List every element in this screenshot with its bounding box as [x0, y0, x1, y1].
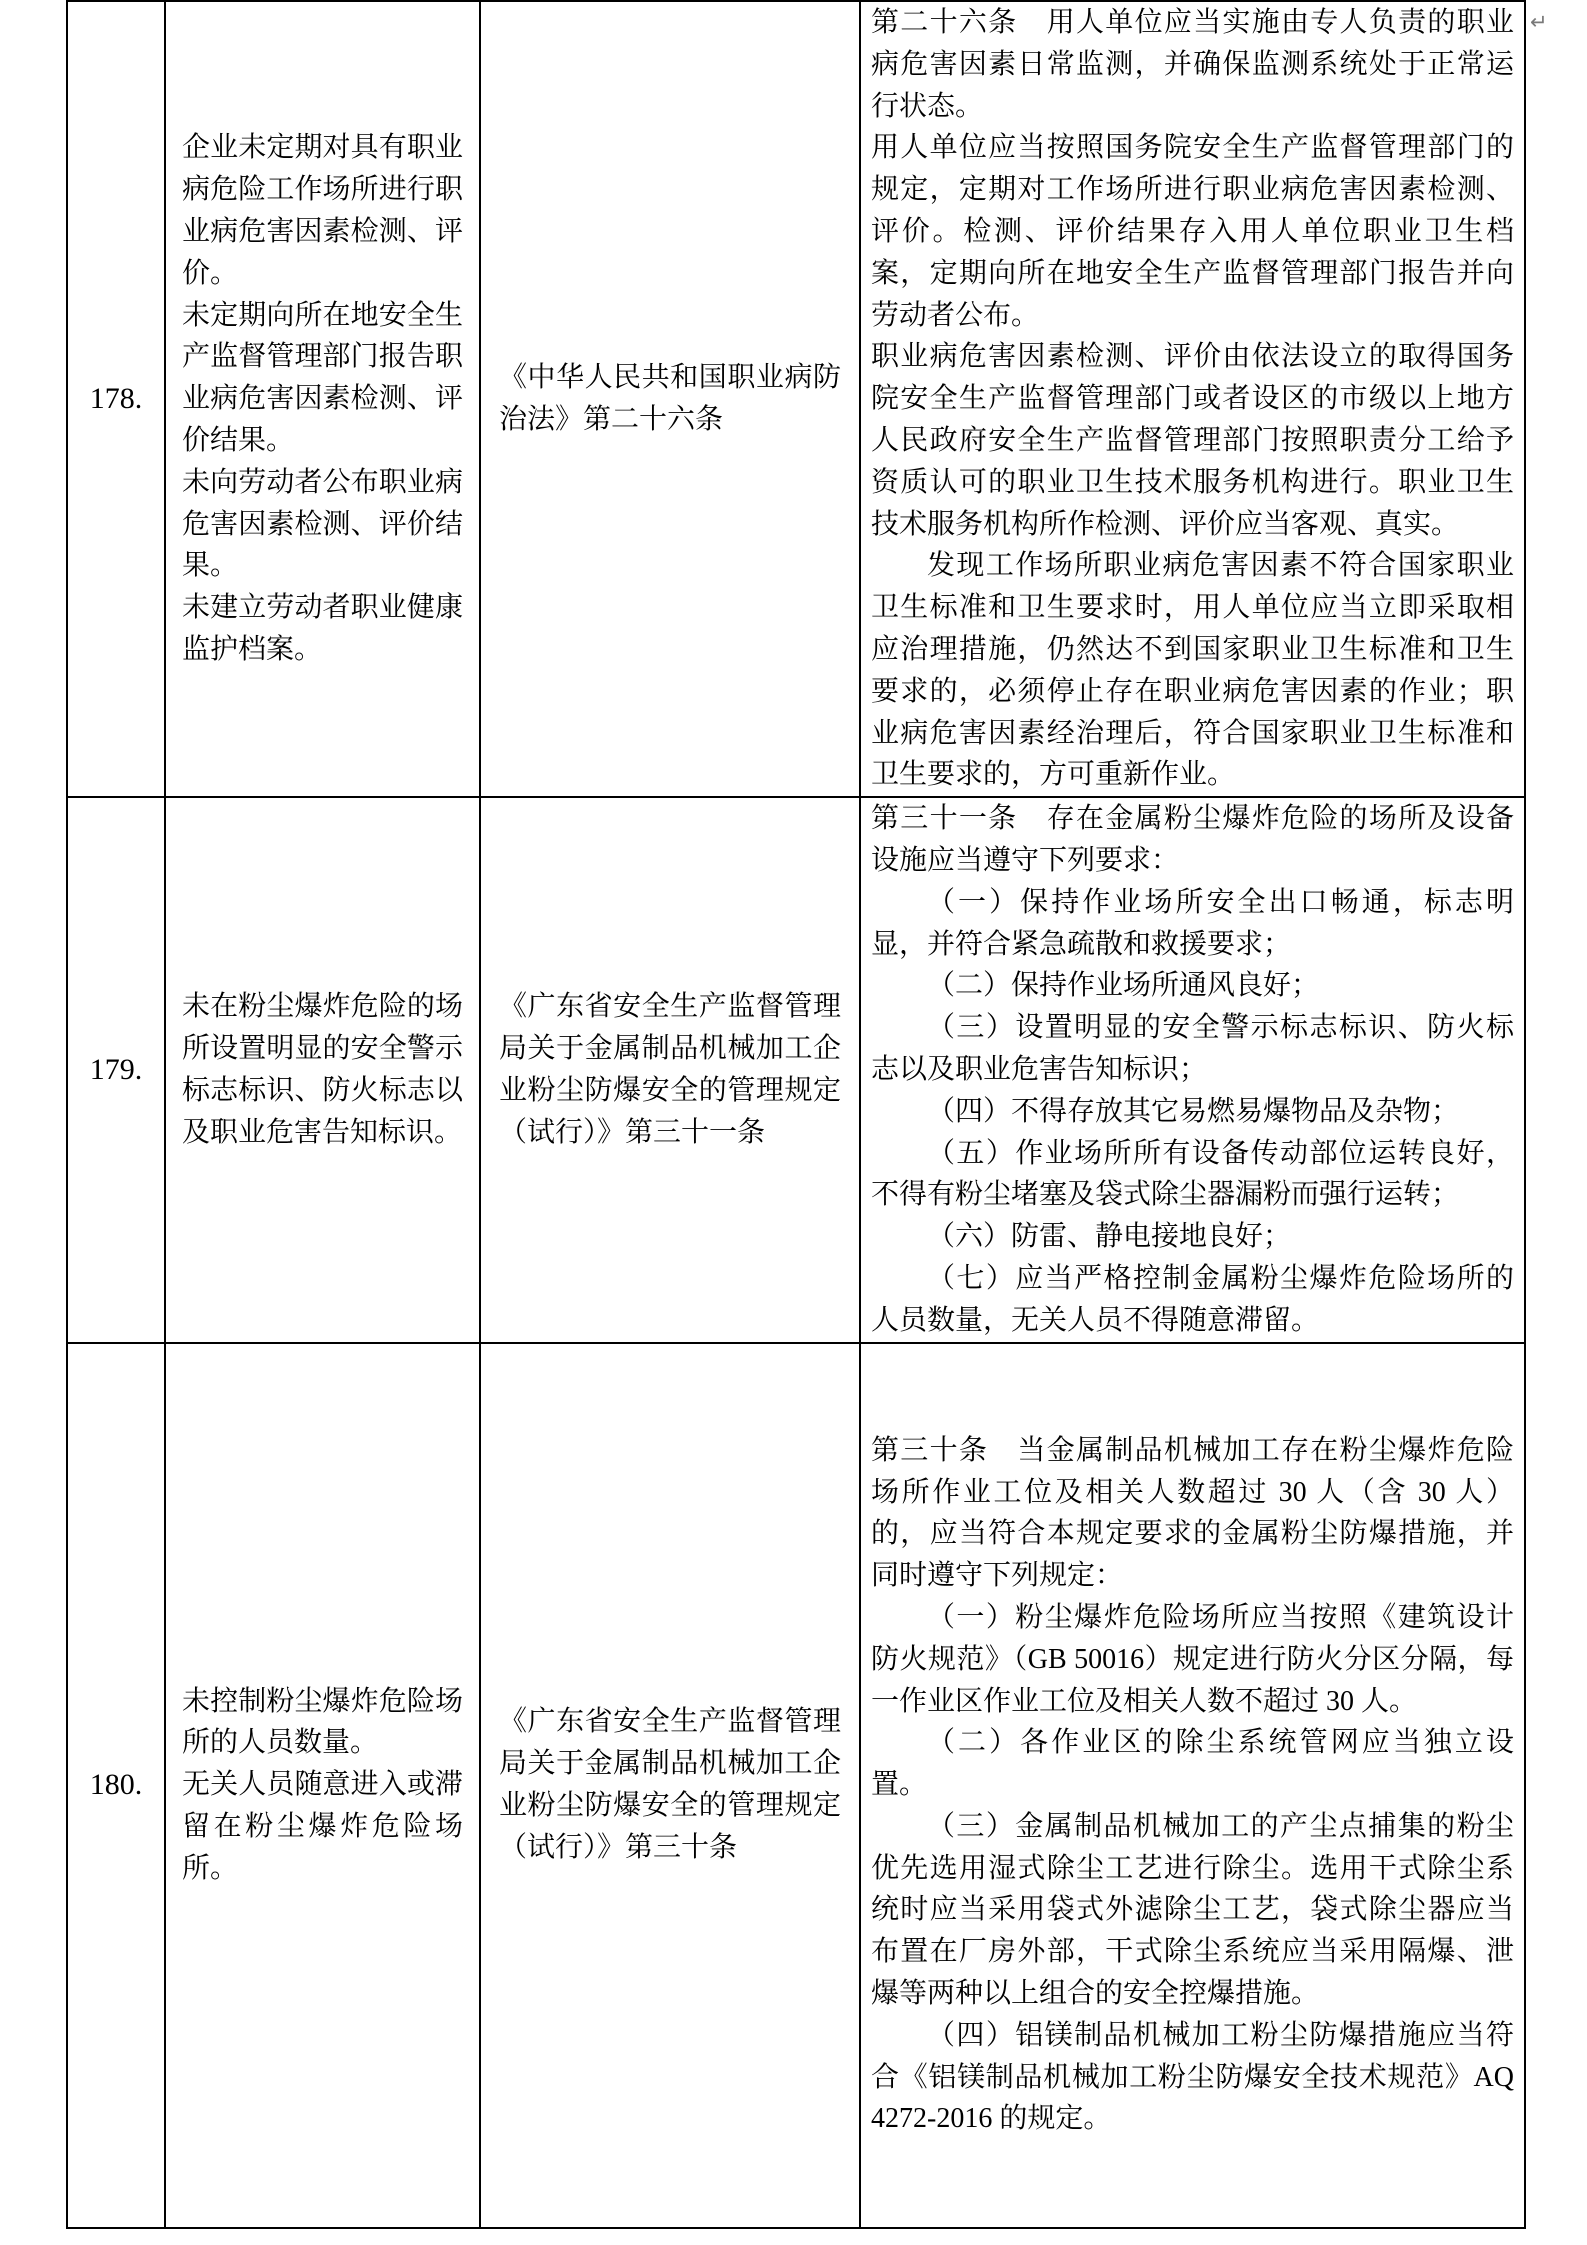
legal-basis-cell: 《中华人民共和国职业病防治法》第二十六条 — [480, 1, 860, 797]
paragraph: 发现工作场所职业病危害因素不符合国家职业卫生标准和卫生要求时，用人单位应当立即采取相应治理措施，仍然达不到国家职业卫生标准和卫生要求的，必须停止存在职业病危害因素的作业；职业病危害因素经治理后，符合国家职业卫生标准和卫生要求的，方可重新作业。 — [871, 550, 1514, 791]
legal-text-cell — [860, 1, 1525, 797]
regulation-table — [66, 0, 1526, 2229]
table-row-180 — [67, 1343, 1525, 2228]
paragraph: （三）金属制品机械加工的产尘点捕集的粉尘优先选用湿式除尘工艺进行除尘。选用干式除尘系统时应当采用袋式外滤除尘工艺，袋式除尘器应当布置在厂房外部，干式除尘系统应当采用隔爆、泄爆等两种以上组合的安全控爆措施。 — [871, 1810, 1514, 2010]
paragraph: 第三十一条 存在金属粉尘爆炸危险的场所及设备设施应当遵守下列要求： — [871, 803, 1514, 876]
paragraph: 第三十条 当金属制品机械加工存在粉尘爆炸危险场所作业工位及相关人数超过 30 人（含 30 人）的，应当符合本规定要求的金属粉尘防爆措施，并同时遵守下列规定： — [871, 1434, 1514, 1592]
paragraph: 未定期向所在地安全生产监督管理部门报告职业病危害因素检测、评价结果。 — [182, 299, 463, 456]
paragraph: （五）作业场所所有设备传动部位运转良好，不得有粉尘堵塞及袋式除尘器漏粉而强行运转； — [871, 1137, 1514, 1211]
paragraph: 第二十六条 用人单位应当实施由专人负责的职业病危害因素日常监测，并确保监测系统处于正常运行状态。 — [871, 7, 1514, 122]
paragraph: （三）设置明显的安全警示标志标识、防火标志以及职业危害告知标识； — [871, 1012, 1514, 1085]
paragraph: 职业病危害因素检测、评价由依法设立的取得国务院安全生产监督管理部门或者设区的市级以上地方人民政府安全生产监督管理部门按照职责分工给予资质认可的职业卫生技术服务机构进行。职业卫生技术服务机构所作检测、评价应当客观、真实。 — [871, 341, 1514, 540]
legal-basis-cell: 《广东省安全生产监督管理局关于金属制品机械加工企业粉尘防爆安全的管理规定（试行）》第三十条 — [480, 1343, 860, 2228]
violation-cell — [165, 1343, 480, 2228]
paragraph: （四）铝镁制品机械加工粉尘防爆措施应当符合《铝镁制品机械加工粉尘防爆安全技术规范》AQ 4272-2016 的规定。 — [871, 2019, 1514, 2135]
paragraph: 未向劳动者公布职业病危害因素检测、评价结果。 — [182, 466, 463, 582]
paragraph: 未建立劳动者职业健康监护档案。 — [182, 592, 463, 665]
paragraph: （一）保持作业场所安全出口畅通，标志明显，并符合紧急疏散和救援要求； — [871, 886, 1514, 960]
paragraph: （二）各作业区的除尘系统管网应当独立设置。 — [871, 1727, 1514, 1801]
paragraph: 企业未定期对具有职业病危险工作场所进行职业病危害因素检测、评价。 — [182, 132, 463, 289]
row-number-cell: 178. — [67, 1, 165, 797]
paragraph: 用人单位应当按照国务院安全生产监督管理部门的规定，定期对工作场所进行职业病危害因素检测、评价。检测、评价结果存入用人单位职业卫生档案，定期向所在地安全生产监督管理部门报告并向劳动者公布。 — [871, 132, 1514, 331]
table-row-178 — [67, 1, 1525, 797]
legal-basis-cell: 《广东省安全生产监督管理局关于金属制品机械加工企业粉尘防爆安全的管理规定（试行）》第三十一条 — [480, 797, 860, 1342]
row-number-cell: 179. — [67, 797, 165, 1342]
paragraph-mark-icon: ↵ — [1530, 10, 1548, 34]
paragraph: （六）防雷、静电接地良好； — [927, 1221, 1292, 1253]
paragraph: 无关人员随意进入或滞留在粉尘爆炸危险场所。 — [182, 1769, 463, 1884]
violation-cell — [165, 1, 480, 797]
legal-text-cell — [860, 1343, 1525, 2228]
paragraph: （一）粉尘爆炸危险场所应当按照《建筑设计防火规范》（GB 50016）规定进行防火分区分隔，每一作业区作业工位及相关人数不超过 30 人。 — [871, 1601, 1514, 1717]
paragraph: 未控制粉尘爆炸危险场所的人员数量。 — [182, 1685, 463, 1759]
table-row-179 — [67, 797, 1525, 1342]
legal-text-cell — [860, 797, 1525, 1342]
paragraph: （四）不得存放其它易燃易爆物品及杂物； — [927, 1095, 1460, 1127]
paragraph: （七）应当严格控制金属粉尘爆炸危险场所的人员数量，无关人员不得随意滞留。 — [871, 1262, 1514, 1336]
paragraph: （二）保持作业场所通风良好； — [927, 970, 1320, 1002]
row-number-cell: 180. — [67, 1343, 165, 2228]
violation-cell — [165, 797, 480, 1342]
paragraph: 未在粉尘爆炸危险的场所设置明显的安全警示标志标识、防火标志以及职业危害告知标识。 — [182, 991, 463, 1148]
